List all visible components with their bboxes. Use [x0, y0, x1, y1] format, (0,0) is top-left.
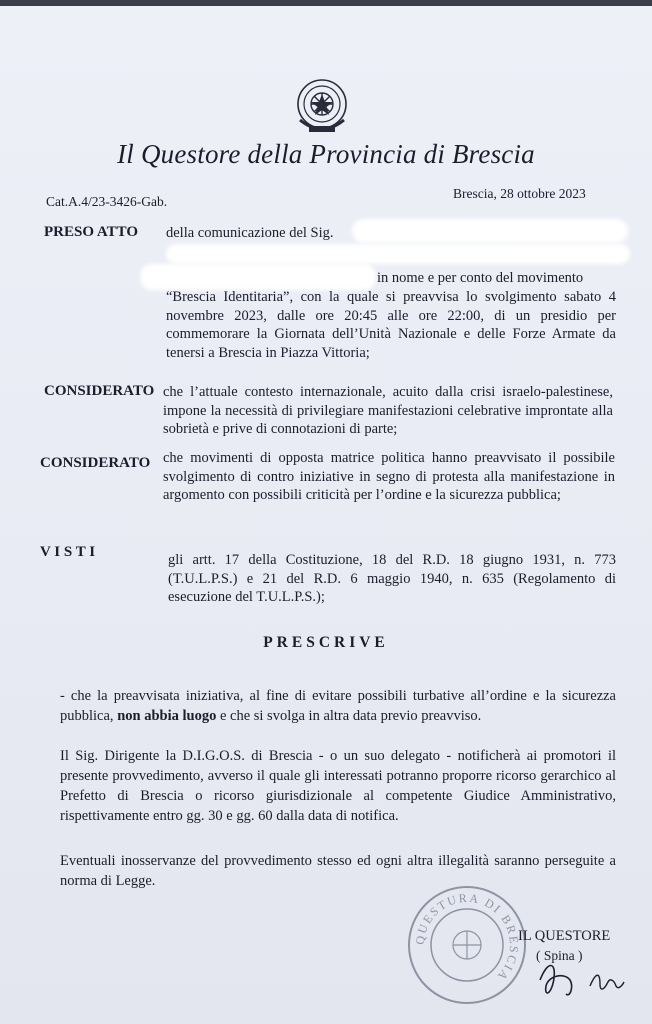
signatory-name: ( Spina ): [536, 948, 583, 963]
prescrive-heading: PRESCRIVE: [263, 634, 389, 651]
keyword-considerato-2: CONSIDERATO: [40, 455, 151, 471]
handwritten-signature: [530, 950, 640, 1005]
redaction-mark: [140, 264, 376, 290]
keyword-preso-atto: PRESO ATTO: [44, 224, 139, 240]
prescrive-item: [60, 686, 616, 726]
keyword-visti: V I S T I: [40, 544, 96, 560]
signatory-title: IL QUESTORE: [518, 928, 611, 944]
document-page: [0, 6, 652, 1024]
closing-paragraph: Eventuali inosservanze del provvedimento stesso ed ogni altra illegalità saranno perseguite a norma di Legge.: [60, 853, 616, 889]
stamp-text: QUESTURA DI BRESCIA: [412, 890, 522, 985]
prescrive-item-text-end: e che si svolga in altra data previo preavviso.: [219, 708, 482, 724]
document-date: Brescia, 28 ottobre 2023: [453, 186, 586, 201]
questura-stamp: [404, 882, 530, 1008]
prescrive-item-text: - che la preavvisata iniziativa, al fine di evitare possibili turbative all’ordine e la sicurezza pubblica,: [60, 688, 616, 724]
prescrive-item-bold: non abbia luogo: [117, 708, 217, 724]
preso-atto-line2: in nome e per conto del movimento: [377, 270, 584, 286]
redaction-mark: [352, 219, 628, 243]
preso-atto-body: “Brescia Identitaria”, con la quale si preavvisa lo svolgimento sabato 4 novembre 2023, dalle ore 20:45 alle ore 22:00, di un presidio per commemorare la Giornata dell’Unità Nazionale e delle Forze Armate da tenersi a Brescia in Piazza Vittoria;: [166, 289, 616, 361]
visti-text: gli artt. 17 della Costituzione, 18 del R.D. 18 giugno 1931, n. 773 (T.U.L.P.S.) e 21 del R.D. 6 maggio 1940, n. 635 (Regolamento di esecuzione del T.U.L.P.S.);: [168, 552, 616, 605]
issuer-title: Il Questore della Provincia di Brescia: [117, 139, 535, 169]
keyword-considerato-1: CONSIDERATO: [44, 383, 155, 399]
notification-paragraph: Il Sig. Dirigente la D.I.G.O.S. di Brescia - o un suo delegato - notificherà ai promotori il presente provvedimento, avverso il quale gli interessati potranno proporre ricorso gerarchico al Prefetto di Brescia o ricorso giurisdizionale al competente Giudice Amministrativo, rispettivamente entro gg. 30 e gg. 60 dalla data di notifica.: [60, 748, 616, 824]
preso-atto-line1: della comunicazione del Sig.: [166, 225, 334, 241]
considerato-2-text: che movimenti di opposta matrice politica hanno preavvisato il possibile svolgimento di contro iniziative in segno di protesta alla manifestazione in argomento con possibili criticità per l’ordine e la sicurezza pubblica;: [163, 450, 615, 503]
protocol-reference: Cat.A.4/23-3426-Gab.: [46, 194, 168, 209]
redaction-mark: [166, 244, 630, 264]
considerato-1-text: che l’attuale contesto internazionale, acuito dalla crisi israelo-palestinese, impone la necessità di privilegiare manifestazioni celebrative improntate alla sobrietà e prive di connotazioni di parte;: [163, 384, 613, 437]
italian-republic-emblem: [291, 76, 353, 138]
